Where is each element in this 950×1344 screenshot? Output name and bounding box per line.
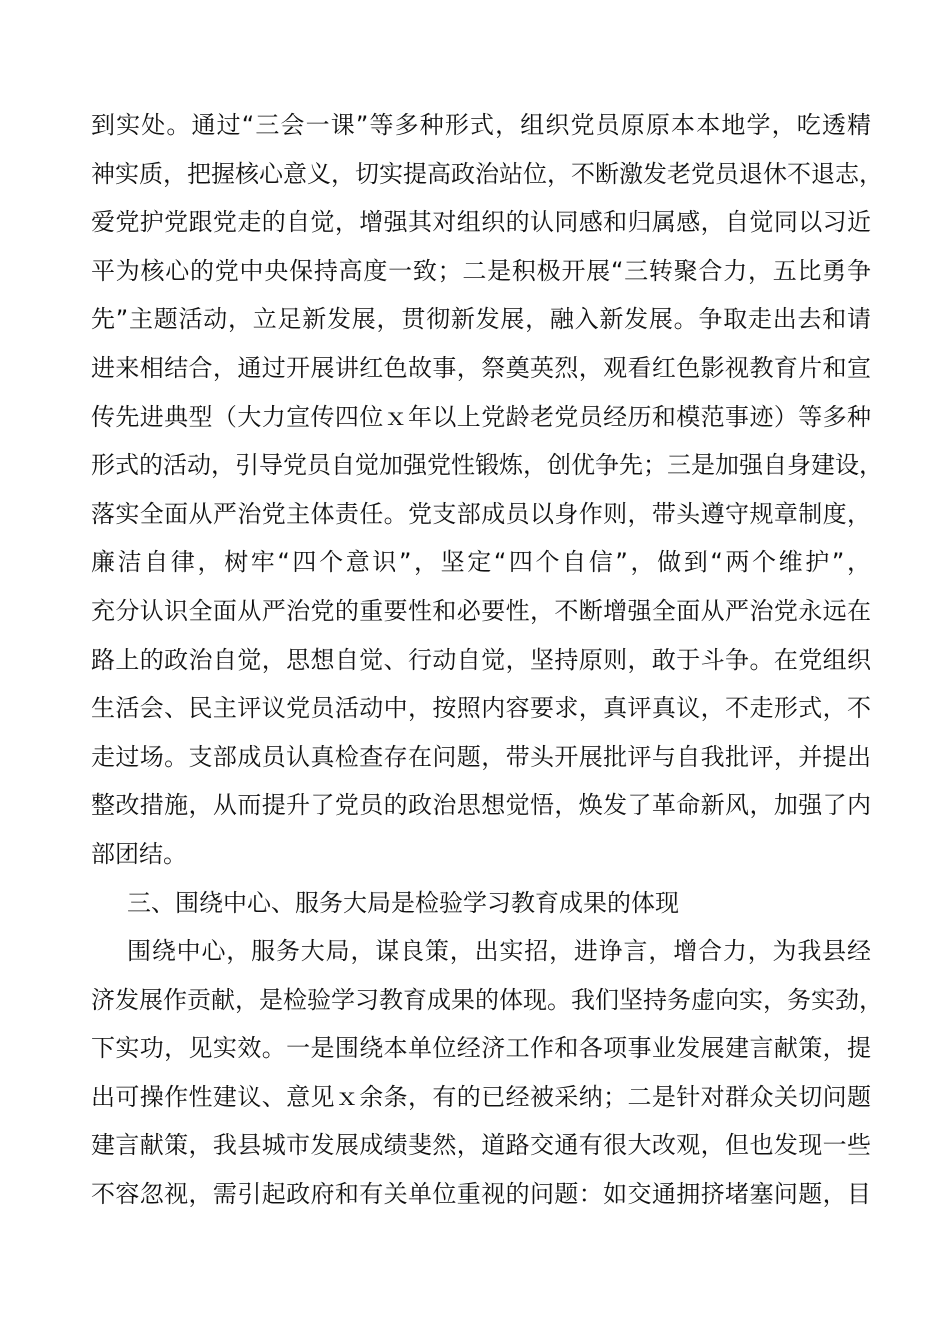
text-line: 济发展作贡献，是检验学习教育成果的体现。我们坚持务虚向实，务实劲， — [91, 985, 883, 1014]
text-line: 先”主题活动，立足新发展，贯彻新发展，融入新发展。争取走出去和请 — [91, 305, 871, 334]
text-line: 建言献策，我县城市发展成绩斐然，道路交通有很大改观，但也发现一些 — [91, 1131, 871, 1160]
body-text — [91, 101, 883, 1219]
section-heading: 三、围绕中心、服务大局是检验学习教育成果的体现 — [127, 888, 679, 917]
text-line: 走过场。支部成员认真检查存在问题，带头开展批评与自我批评，并提出 — [91, 742, 871, 771]
text-line: 落实全面从严治党主体责任。党支部成员以身作则，带头遵守规章制度， — [91, 499, 871, 528]
text-line: 神实质，把握核心意义，切实提高政治站位，不断激发老党员退休不退志， — [91, 159, 883, 188]
text-line: 传先进典型（大力宣传四位ｘ年以上党龄老党员经历和模范事迹）等多种 — [91, 402, 871, 431]
text-line: 围绕中心，服务大局，谋良策，出实招，进诤言，增合力，为我县经 — [127, 937, 871, 966]
text-line: 进来相结合，通过开展讲红色故事，祭奠英烈，观看红色影视教育片和宣 — [91, 353, 871, 382]
text-line: 充分认识全面从严治党的重要性和必要性，不断增强全面从严治党永远在 — [91, 596, 871, 625]
text-line: 爱党护党跟党走的自觉，增强其对组织的认同感和归属感，自觉同以习近 — [91, 208, 871, 237]
text-line: 部团结。 — [91, 839, 187, 868]
text-line: 出可操作性建议、意见ｘ余条，有的已经被采纳；二是针对群众关切问题 — [91, 1082, 871, 1111]
text-line: 下实功，见实效。一是围绕本单位经济工作和各项事业发展建言献策，提 — [91, 1034, 871, 1063]
text-line: 形式的活动，引导党员自觉加强党性锻炼，创优争先；三是加强自身建设， — [91, 451, 883, 480]
text-line: 整改措施，从而提升了党员的政治思想觉悟，焕发了革命新风，加强了内 — [91, 791, 871, 820]
text-line: 路上的政治自觉，思想自觉、行动自觉，坚持原则，敢于斗争。在党组织 — [91, 645, 871, 674]
text-line: 生活会、民主评议党员活动中，按照内容要求，真评真议，不走形式，不 — [91, 694, 871, 723]
text-line: 平为核心的党中央保持高度一致；二是积极开展“三转聚合力，五比勇争 — [91, 256, 871, 285]
text-line: 到实处。通过“三会一课”等多种形式，组织党员原原本本地学，吃透精 — [91, 111, 871, 139]
text-line: 廉洁自律，树牢“四个意识”，坚定“四个自信”，做到“两个维护”， — [91, 548, 871, 577]
text-line: 不容忽视，需引起政府和有关单位重视的问题：如交通拥挤堵塞问题，目 — [91, 1180, 871, 1209]
